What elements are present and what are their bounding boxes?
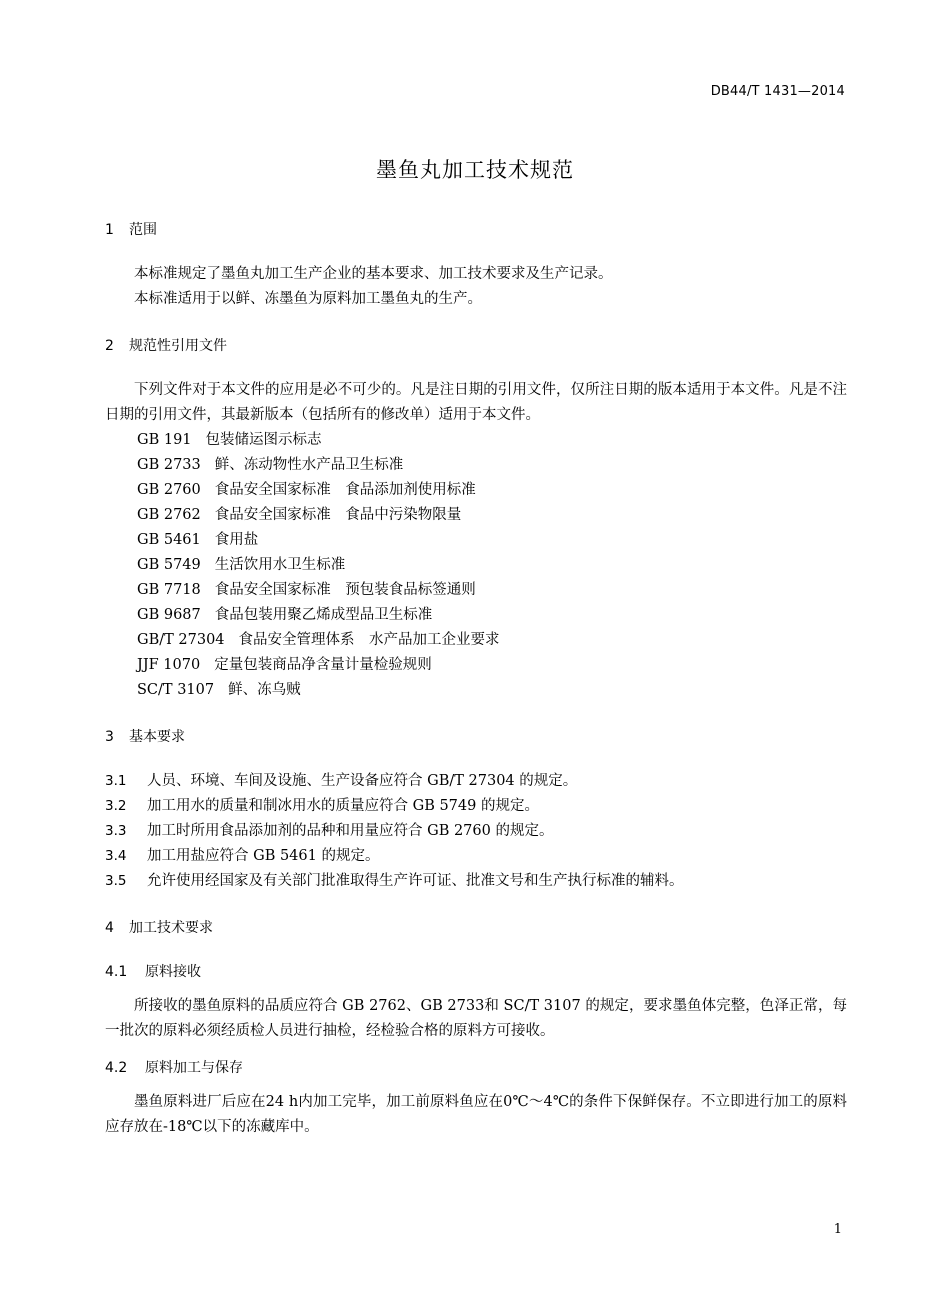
reference-code: GB 2733 — [137, 457, 201, 473]
document-title: 墨鱼丸加工技术规范 — [376, 158, 574, 182]
reference-name: 生活饮用水卫生标准 — [214, 557, 346, 573]
reference-item — [105, 678, 847, 703]
reference-item — [105, 603, 847, 628]
section-title: 基本要求 — [129, 729, 185, 745]
requirement-item — [105, 769, 847, 794]
subsection-heading-raw-material-storage — [105, 1056, 847, 1080]
reference-name: 食品安全国家标准 食品添加剂使用标准 — [214, 482, 476, 498]
reference-item — [105, 503, 847, 528]
reference-name: 食品安全国家标准 预包装食品标签通则 — [214, 582, 476, 598]
subsection-heading-raw-material-receiving — [105, 960, 847, 984]
reference-name: 鲜、冻动物性水产品卫生标准 — [214, 457, 404, 473]
reference-code: GB 2760 — [137, 482, 201, 498]
reference-item — [105, 578, 847, 603]
section-heading-basic-requirements — [105, 725, 847, 749]
section-number: 4 — [105, 920, 114, 936]
reference-code: GB 7718 — [137, 582, 201, 598]
clause-text: 加工用水的质量和制冰用水的质量应符合 GB 5749 的规定。 — [147, 798, 539, 814]
paragraph: 所接收的墨鱼原料的品质应符合 GB 2762、GB 2733和 SC/T 3107 的规定，要求墨鱼体完整，色泽正常，每一批次的原料必须经质检人员进行抽检，经检验合格的原料方可接收。 — [105, 998, 847, 1039]
section-number: 2 — [105, 338, 114, 354]
section-heading-normative-references — [105, 334, 847, 358]
document-body — [105, 218, 847, 1140]
clause-number: 3.2 — [105, 798, 127, 814]
subsection-title: 原料接收 — [145, 964, 201, 980]
reference-code: GB 2762 — [137, 507, 201, 523]
requirement-item — [105, 869, 847, 894]
reference-item — [105, 453, 847, 478]
reference-name: 食品安全管理体系 水产品加工企业要求 — [238, 632, 500, 648]
clause-number: 3.1 — [105, 773, 127, 789]
reference-code: GB 5461 — [137, 532, 201, 548]
paragraph: 本标准规定了墨鱼丸加工生产企业的基本要求、加工技术要求及生产记录。 — [134, 266, 613, 282]
reference-item — [105, 528, 847, 553]
reference-code: SC/T 3107 — [137, 682, 215, 698]
section-number: 1 — [105, 222, 114, 238]
reference-code: JJF 1070 — [137, 657, 201, 673]
section-title: 规范性引用文件 — [129, 338, 227, 354]
requirement-item — [105, 794, 847, 819]
reference-code: GB 9687 — [137, 607, 201, 623]
section-heading-processing-requirements — [105, 916, 847, 940]
section-title: 范围 — [129, 222, 157, 238]
reference-item — [105, 653, 847, 678]
subsection-title: 原料加工与保存 — [145, 1060, 243, 1076]
clause-text: 加工时所用食品添加剂的品种和用量应符合 GB 2760 的规定。 — [147, 823, 554, 839]
paragraph: 本标准适用于以鲜、冻墨鱼为原料加工墨鱼丸的生产。 — [134, 291, 482, 307]
section-heading-scope — [105, 218, 847, 242]
requirement-list — [105, 769, 847, 894]
reference-item — [105, 628, 847, 653]
reference-item — [105, 553, 847, 578]
subsection-number: 4.1 — [105, 964, 128, 980]
clause-text: 人员、环境、车间及设施、生产设备应符合 GB/T 27304 的规定。 — [147, 773, 578, 789]
paragraph: 下列文件对于本文件的应用是必不可少的。凡是注日期的引用文件，仅所注日期的版本适用于本文件。凡是不注日期的引用文件，其最新版本（包括所有的修改单）适用于本文件。 — [105, 382, 847, 423]
reference-list — [105, 428, 847, 703]
subsection-number: 4.2 — [105, 1060, 128, 1076]
reference-name: 食用盐 — [214, 532, 259, 548]
clause-number: 3.5 — [105, 873, 127, 889]
reference-item — [105, 478, 847, 503]
section-number: 3 — [105, 729, 114, 745]
clause-text: 加工用盐应符合 GB 5461 的规定。 — [147, 848, 380, 864]
reference-name: 食品安全国家标准 食品中污染物限量 — [214, 507, 462, 523]
clause-number: 3.3 — [105, 823, 127, 839]
reference-name: 定量包装商品净含量计量检验规则 — [214, 657, 432, 673]
clause-number: 3.4 — [105, 848, 127, 864]
section-title: 加工技术要求 — [129, 920, 213, 936]
paragraph: 墨鱼原料进厂后应在24 h内加工完毕，加工前原料鱼应在0℃～4℃的条件下保鲜保存。不立即进行加工的原料应存放在-18℃以下的冻藏库中。 — [105, 1094, 847, 1135]
requirement-item — [105, 819, 847, 844]
reference-code: GB 191 — [137, 432, 192, 448]
clause-text: 允许使用经国家及有关部门批准取得生产许可证、批准文号和生产执行标准的辅料。 — [147, 873, 684, 889]
page-number: 1 — [833, 1222, 842, 1237]
reference-item — [105, 428, 847, 453]
reference-name: 食品包装用聚乙烯成型品卫生标准 — [214, 607, 433, 623]
reference-code: GB/T 27304 — [137, 632, 225, 648]
document-code: DB44/T 1431—2014 — [710, 84, 845, 99]
requirement-item — [105, 844, 847, 869]
reference-name: 包装储运图示标志 — [205, 432, 322, 448]
reference-code: GB 5749 — [137, 557, 201, 573]
reference-name: 鲜、冻乌贼 — [228, 682, 301, 698]
